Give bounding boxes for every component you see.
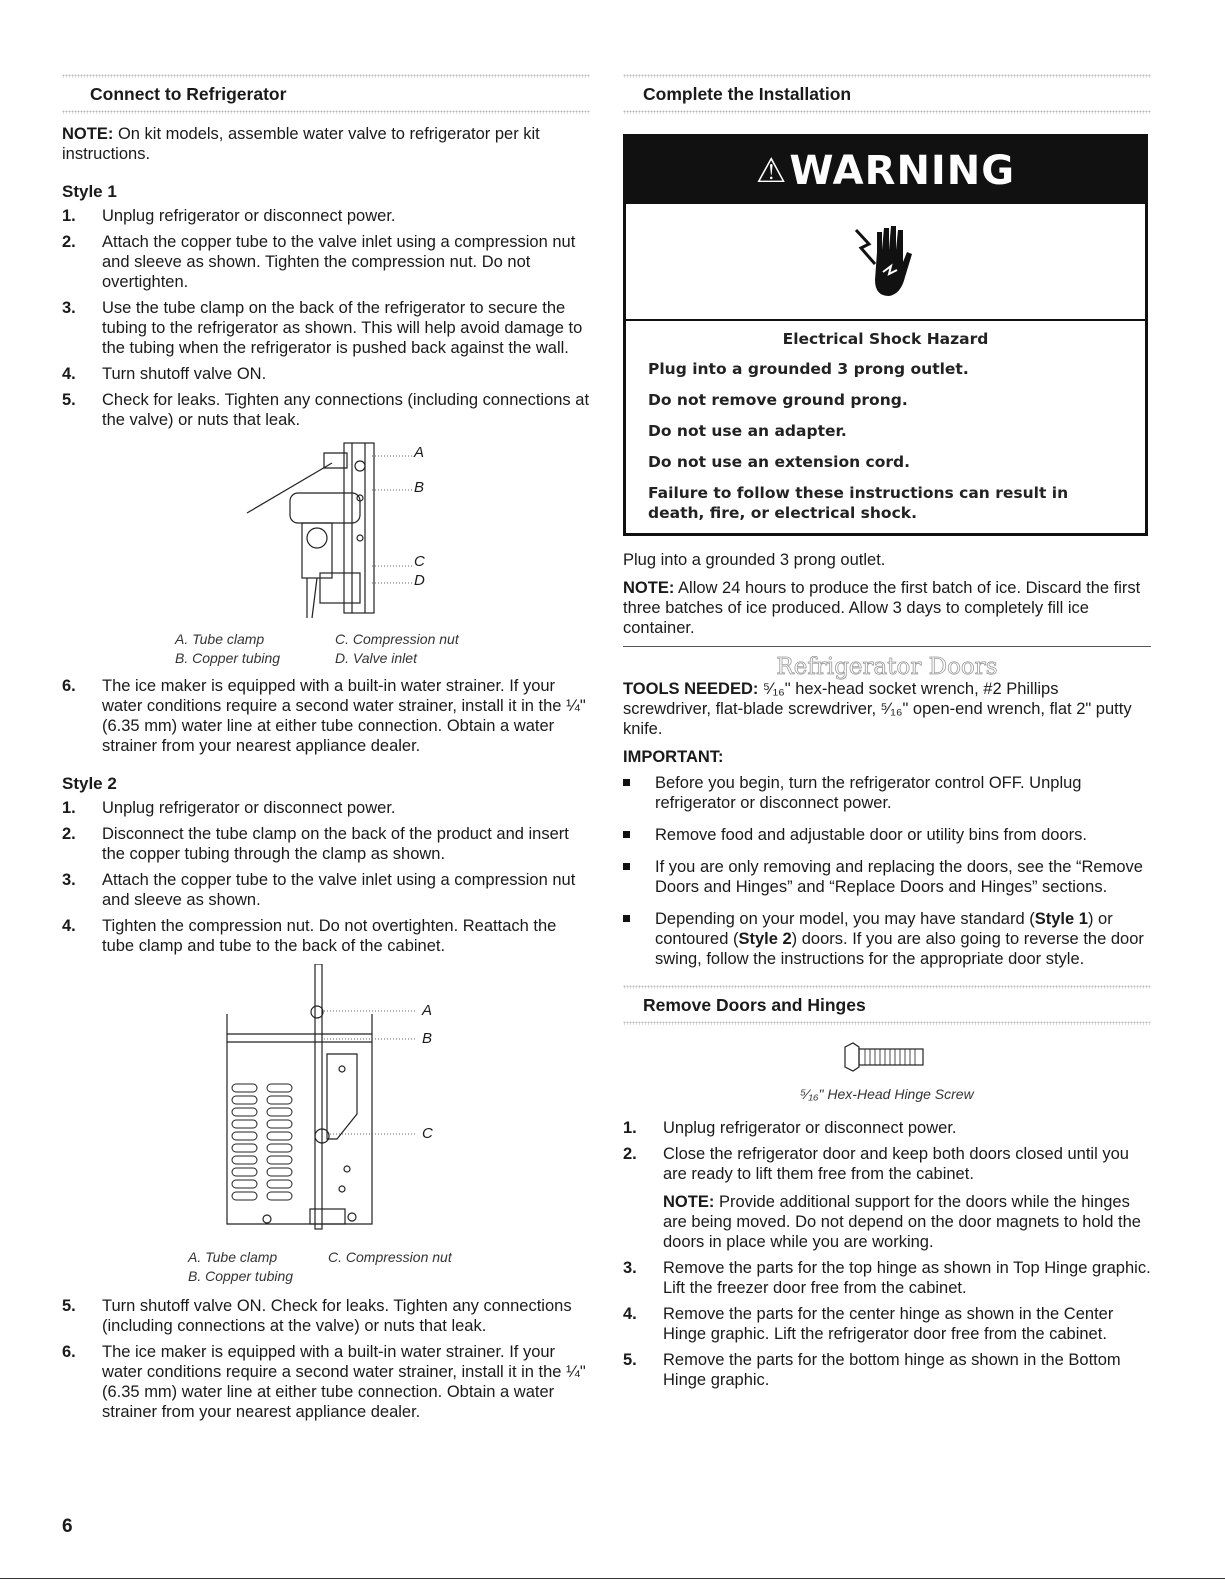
hinge-screw-figure xyxy=(623,1035,1151,1085)
list-item: Before you begin, turn the refrigerator control OFF. Unplug refrigerator or disconnect power. xyxy=(623,773,1151,813)
list-item: 3. Use the tube clamp on the back of the refrigerator to secure the tubing to the refrigerator as shown. This will help avoid damage to the tubing when the refrigerator is pushed back against the wall. xyxy=(62,299,583,357)
style1-step6 xyxy=(62,676,590,756)
divider xyxy=(623,646,1151,647)
list-item: 6. The ice maker is equipped with a built-in water strainer. If your water conditions require a second water strainer, install it in the ¼" (6.35 mm) water line at either tube connection. Obtain a water strainer from your nearest appliance dealer. xyxy=(62,677,586,755)
list-item: 6. The ice maker is equipped with a built-in water strainer. If your water conditions require a second water strainer, install it in the ¼" (6.35 mm) water line at either tube connection. Obtain a water strainer from your nearest appliance dealer. xyxy=(62,1343,586,1421)
style2-heading: Style 2 xyxy=(62,774,117,793)
list-item: 2. Close the refrigerator door and keep both doors closed until you are ready to lift them free from the cabinet. NOTE: Provide additional support for the doors while the hinges are being moved. Do not depend on the door magnets to hold the doors in place while you are working. xyxy=(623,1144,1151,1252)
list-item: 4. Remove the parts for the center hinge as shown in the Center Hinge graphic. Lift the refrigerator door free from the cabinet. xyxy=(623,1305,1114,1343)
figure-label-b: B xyxy=(414,479,425,496)
section-header-remove xyxy=(623,981,1151,1025)
warning-graphic xyxy=(626,204,1145,321)
doors-title: Refrigerator Doors xyxy=(776,654,998,680)
left-column xyxy=(62,70,590,1428)
section-header-complete xyxy=(623,70,1151,114)
style1-caption: A. Tube clamp C. Compression nut B. Copper tubing D. Valve inlet xyxy=(175,631,459,666)
style1-steps xyxy=(62,206,590,430)
page-number: 6 xyxy=(62,1516,73,1537)
style2-cabinet-figure xyxy=(62,964,590,1244)
list-item: 3. Remove the parts for the top hinge as shown in Top Hinge graphic. Lift the freezer door free from the cabinet. xyxy=(623,1259,1151,1297)
style1-valve-figure xyxy=(62,438,590,626)
figure-label-c: C xyxy=(414,553,425,570)
figure-label-c: C xyxy=(422,1125,433,1142)
list-item: If you are only removing and replacing the doors, see the “Remove Doors and Hinges” and “Replace Doors and Hinges” sections. xyxy=(623,857,1151,897)
list-item: 4. Tighten the compression nut. Do not overtighten. Reattach the tube clamp and tube to the back of the cabinet. xyxy=(62,917,557,955)
list-item: 5. Check for leaks. Tighten any connections (including connections at the valve) or nuts that leak. xyxy=(62,391,590,429)
remove-steps xyxy=(623,1118,1151,1390)
figure-label-d: D xyxy=(414,572,425,589)
valve-diagram-illustration xyxy=(62,438,590,626)
figure-label-b: B xyxy=(422,1030,433,1047)
step-note: NOTE: Provide additional support for the doors while the hinges are being moved. Do not depend on the door magnets to hold the doors in place while you are working. xyxy=(663,1193,1141,1251)
section-title: Complete the Installation xyxy=(643,84,852,104)
list-item: 4. Turn shutoff valve ON. xyxy=(62,365,267,383)
note: NOTE: Allow 24 hours to produce the first batch of ice. Discard the first three batches of ice produced. Allow 3 days to completely fill ice container. xyxy=(623,579,1141,637)
warning-line: Plug into a grounded 3 prong outlet. xyxy=(648,360,969,378)
list-item: 2. Attach the copper tube to the valve inlet using a compression nut and sleeve as shown. Tighten the compression nut. Do not overtighten. xyxy=(62,233,576,291)
page-bottom-rule xyxy=(0,1578,1225,1579)
style2-steps xyxy=(62,798,590,956)
list-item: Depending on your model, you may have standard (Style 1) or contoured (Style 2) doors. If you are also going to reverse the door swing, follow the instructions for the appropriate door style. xyxy=(623,909,1151,969)
list-item: Remove food and adjustable door or utility bins from doors. xyxy=(623,825,1151,845)
warning-box xyxy=(623,134,1148,536)
warning-line: Do not use an extension cord. xyxy=(648,453,911,471)
warning-line: Do not use an adapter. xyxy=(648,422,847,440)
right-column xyxy=(623,70,1151,1396)
warning-triangle-icon: ⚠ xyxy=(755,150,788,191)
cabinet-diagram-illustration xyxy=(62,964,590,1244)
style1-heading: Style 1 xyxy=(62,182,117,201)
tools-needed: TOOLS NEEDED: ⁵⁄₁₆" hex-head socket wrench, #2 Phillips screwdriver, flat-blade screwdriver, ⁵⁄₁₆" open-end wrench, flat 2" putty knife. xyxy=(623,680,1132,738)
list-item: 5. Turn shutoff valve ON. Check for leaks. Tighten any connections (including connections at the valve) or nuts that leak. xyxy=(62,1297,572,1335)
warning-body xyxy=(626,321,1145,533)
style2-caption: A. Tube clamp C. Compression nut B. Copper tubing xyxy=(188,1249,452,1284)
section-title: Connect to Refrigerator xyxy=(90,84,287,104)
important-label: IMPORTANT: xyxy=(623,748,724,766)
hazard-title: Electrical Shock Hazard xyxy=(782,330,989,348)
style2-steps-after xyxy=(62,1296,590,1422)
plug-instruction: Plug into a grounded 3 prong outlet. xyxy=(623,551,886,569)
important-bullets xyxy=(623,773,1151,969)
warning-line: Failure to follow these instructions can result in death, fire, or electrical shock. xyxy=(648,484,1069,522)
hinge-screw-icon xyxy=(623,1035,1151,1085)
warning-header: ⚠ WARNING xyxy=(626,137,1145,204)
figure-label-a: A xyxy=(422,1002,433,1019)
list-item: 1. Unplug refrigerator or disconnect power. xyxy=(62,207,396,225)
list-item: 3. Attach the copper tube to the valve inlet using a compression nut and sleeve as shown. xyxy=(62,871,576,909)
electrical-shock-hand-icon xyxy=(851,222,921,302)
list-item: 2. Disconnect the tube clamp on the back of the product and insert the copper tubing through the clamp as shown. xyxy=(62,825,569,863)
note: NOTE: On kit models, assemble water valve to refrigerator per kit instructions. xyxy=(62,125,540,163)
section-title: Remove Doors and Hinges xyxy=(643,995,866,1015)
section-header-connect xyxy=(62,70,590,114)
figure-label-a: A xyxy=(414,444,425,461)
warning-line: Do not remove ground prong. xyxy=(648,391,908,409)
list-item: 1. Unplug refrigerator or disconnect power. xyxy=(62,799,396,817)
list-item: 5. Remove the parts for the bottom hinge as shown in the Bottom Hinge graphic. xyxy=(623,1351,1121,1389)
hinge-screw-caption: ⁵⁄₁₆" Hex-Head Hinge Screw xyxy=(800,1086,974,1102)
list-item: 1. Unplug refrigerator or disconnect power. xyxy=(623,1119,957,1137)
